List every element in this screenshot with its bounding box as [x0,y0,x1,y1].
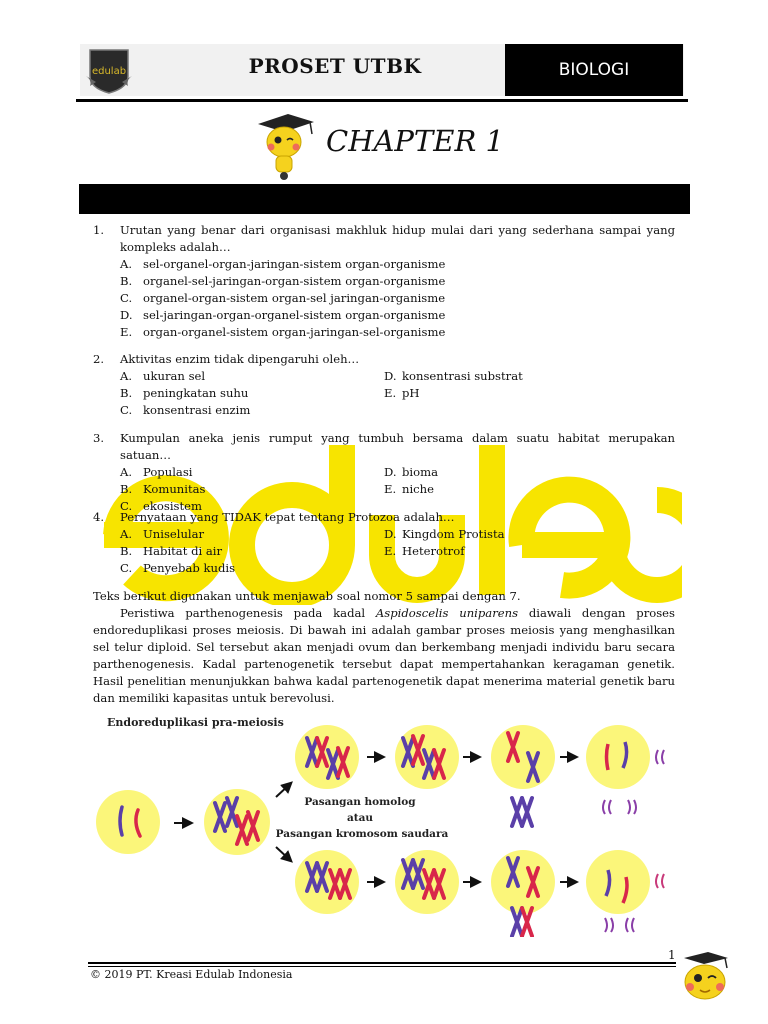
option-a: A. sel-organel-organ-jaringan-sistem organ-organisme [120,257,446,271]
passage-intro: Teks berikut digunakan untuk menjawab soal nomor 5 sampai dengan 7. [93,589,521,603]
option-row: B. Komunitas E. niche [120,482,434,496]
question-number: 1. [93,223,105,237]
mascot-graduate-icon [254,110,318,182]
question-text: Urutan yang benar dari organisasi makhluk hidup mulai dari yang sederhana sampai yang kompleks adalah… [120,223,675,254]
option-b: B. organel-sel-jaringan-organ-sistem organ-organisme [120,274,446,288]
option-row: C. Penyebab kudis [120,561,236,575]
question-text: Kumpulan aneka jenis rumput yang tumbuh bersama dalam suatu habitat merupakan satuan… [120,431,675,462]
meiosis-diagram [90,712,680,937]
question-2 [93,351,675,419]
header-divider [76,99,688,102]
chapter-title: CHAPTER 1 [326,124,504,158]
subject-badge [505,44,683,96]
option-row: C. ekosistem [120,499,202,513]
figure-label-or: atau [346,812,374,824]
question-text: Aktivitas enzim tidak dipengaruhi oleh… [120,352,360,366]
mascot-face-icon [678,950,732,1002]
question-text: Pernyataan yang TIDAK tepat tentang Protozoa adalah… [120,510,455,524]
option-row: A. ukuran sel D. konsentrasi substrat [120,369,523,383]
option-row: A. Uniselular D. Kingdom Protista [120,527,505,541]
copyright-text: © 2019 PT. Kreasi Edulab Indonesia [90,968,293,981]
header-title: PROSET UTBK [248,54,422,78]
species-name: Aspidoscelis uniparens [375,606,519,620]
passage-body: Peristiwa parthenogenesis pada kadal Aspidoscelis uniparens diawali dengan proses endoreduplikasi proses meiosis. Di bawah ini adalah gambar proses meiosis yang menghasilkan sel telur diploid. Sel tersebut akan menjadi ovum dan berkembang menjadi individu baru secara parthenogenesis. Kadal partenogenetik tersebut dapat mempertahankan keragaman genetik. Hasil penelitian menunjukkan bahwa kadal partenogenetik dapat menerima material genetik baru dan memiliki kapasitas untuk berevolusi. [93,606,675,705]
figure-title: Endoreduplikasi pra-meiosis [107,716,284,729]
option-d: D. sel-jaringan-organ-organel-sistem organ-organisme [120,308,446,322]
option-c: C. organel-organ-sistem organ-sel jaringan-organisme [120,291,446,305]
footer-divider-thin [88,966,676,967]
svg-text:edulab: edulab [91,66,127,77]
question-4 [93,509,675,577]
figure-label-sister: Pasangan kromosom saudara [275,828,449,840]
footer-divider [88,962,676,964]
option-row: C. konsentrasi enzim [120,403,251,417]
option-row: A. Populasi D. bioma [120,465,439,479]
question-3 [93,430,675,515]
subject-label: BIOLOGI [558,60,630,80]
page-number: 1 [668,948,676,962]
question-1 [93,222,675,341]
question-number: 4. [93,510,105,524]
question-number: 3. [93,431,105,445]
figure-label-homolog: Pasangan homolog [304,796,416,808]
chapter-bar [79,184,690,214]
option-e: E. organ-organel-sistem organ-jaringan-sel-organisme [120,325,446,339]
option-row: B. peningkatan suhu E. pH [120,386,420,400]
question-number: 2. [93,352,105,366]
option-row: B. Habitat di air E. Heterotrof [120,544,465,558]
edulab-shield-logo [86,46,132,94]
